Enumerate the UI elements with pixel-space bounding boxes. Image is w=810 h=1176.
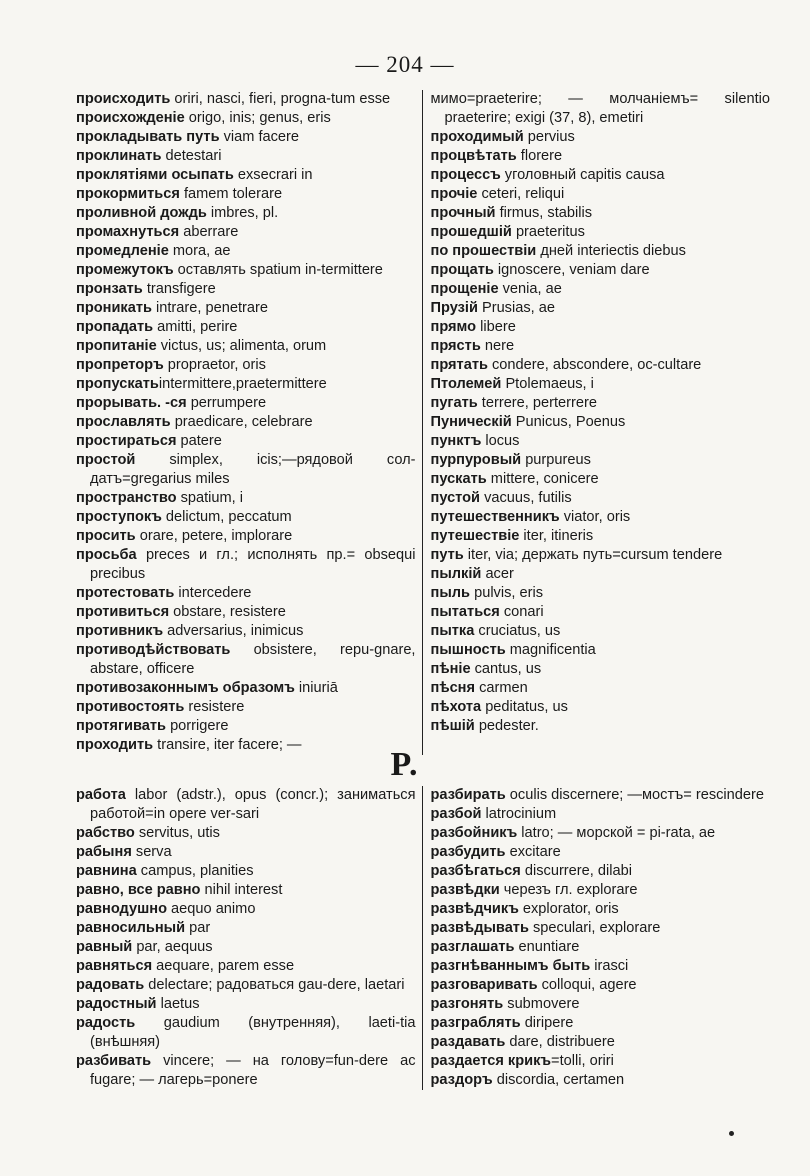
dictionary-entry	[431, 717, 771, 736]
right-column	[422, 786, 771, 1090]
entry-definition: origo, inis; genus, eris	[184, 110, 331, 126]
entry-headword: противиться	[76, 604, 170, 620]
dictionary-entry	[76, 337, 416, 356]
entry-definition: Prusias, ae	[477, 300, 555, 316]
entry-headword: проступокъ	[76, 509, 162, 525]
entry-headword: радовать	[76, 977, 145, 993]
entry-headword: прославлять	[76, 414, 171, 430]
entry-headword: разбирать	[430, 787, 506, 803]
dictionary-entry	[76, 128, 416, 147]
page-dot	[729, 1131, 734, 1136]
entry-definition: conari	[499, 604, 544, 620]
entry-definition: imbres, pl.	[206, 205, 279, 221]
entry-headword: прокладывать путь	[76, 129, 220, 145]
entry-headword: простой	[76, 452, 136, 468]
dictionary-entry	[431, 451, 771, 470]
entry-definition: obsistere, repu-gnare, abstare, officere	[90, 642, 416, 677]
dictionary-entry	[431, 299, 771, 318]
dictionary-entry	[431, 394, 771, 413]
entry-headword: проливной дождь	[76, 205, 207, 221]
entry-headword: путешествіе	[430, 528, 520, 544]
entry-definition: simplex, icis;—рядовой сол-датъ=gregarius miles	[90, 452, 416, 487]
dictionary-entry	[76, 698, 416, 717]
entry-definition: latro; — морской = pi-rata, ae	[517, 825, 716, 841]
entry-headword: проникать	[76, 300, 152, 316]
entry-definition: enuntiare	[514, 939, 580, 955]
entry-headword: равносильный	[76, 920, 186, 936]
entry-headword: прочный	[430, 205, 496, 221]
dictionary-entry	[76, 185, 416, 204]
dictionary-entry	[76, 957, 416, 976]
entry-definition: intermittere,praetermittere	[158, 376, 327, 392]
dictionary-entry	[431, 546, 771, 565]
dictionary-entry	[76, 109, 416, 128]
entry-definition: intrare, penetrare	[151, 300, 268, 316]
dictionary-entry	[431, 786, 771, 805]
entry-definition: campus, planities	[136, 863, 254, 879]
entries-section-p	[76, 90, 770, 755]
entry-definition: уголовный capitis causa	[500, 167, 665, 183]
entry-definition: pulvis, eris	[470, 585, 544, 601]
dictionary-entry	[431, 1033, 771, 1052]
entry-definition: viam facere	[219, 129, 300, 145]
entry-definition: famem tolerare	[179, 186, 283, 202]
entry-definition: propraetor, oris	[163, 357, 266, 373]
letter-heading: Р.	[390, 746, 420, 783]
entry-definition: magnificentia	[505, 642, 596, 658]
entry-headword: противникъ	[76, 623, 164, 639]
dictionary-entry	[431, 413, 771, 432]
entry-headword: равнина	[76, 863, 137, 879]
dictionary-entry	[76, 242, 416, 261]
dictionary-entry	[76, 223, 416, 242]
dictionary-entry	[76, 508, 416, 527]
entry-definition: iter, itineris	[519, 528, 594, 544]
entry-definition: =tolli, oriri	[551, 1053, 614, 1069]
entry-headword: Птолемей	[430, 376, 502, 392]
entry-headword: развѣдывать	[430, 920, 529, 936]
entry-headword: пытка	[430, 623, 475, 639]
dictionary-entry	[76, 622, 416, 641]
entry-headword: разбѣгаться	[430, 863, 521, 879]
entry-headword: пропреторъ	[76, 357, 164, 373]
dictionary-entry	[76, 603, 416, 622]
page-number: — 204 —	[355, 52, 455, 77]
entry-definition: cantus, us	[470, 661, 542, 677]
entry-definition: par, aequus	[132, 939, 213, 955]
entry-definition: pedester.	[474, 718, 539, 734]
entry-definition: libere	[476, 319, 516, 335]
dictionary-entry	[76, 413, 416, 432]
dictionary-entry	[431, 185, 771, 204]
entry-definition: intercedere	[174, 585, 252, 601]
dictionary-entry	[76, 546, 416, 584]
dictionary-entry	[431, 919, 771, 938]
dictionary-entry	[76, 881, 416, 900]
dictionary-entry	[431, 881, 771, 900]
entry-headword: Пуническій	[430, 414, 512, 430]
entry-headword: промахнуться	[76, 224, 180, 240]
dictionary-entry	[431, 337, 771, 356]
entry-definition: dare, distribuere	[505, 1034, 615, 1050]
dictionary-entry	[431, 204, 771, 223]
entry-definition: laetus	[156, 996, 200, 1012]
dictionary-entry	[76, 786, 416, 824]
entry-definition: diripere	[520, 1015, 574, 1031]
dictionary-entry	[76, 394, 416, 413]
entry-definition: obstare, resistere	[169, 604, 286, 620]
dictionary-entry	[431, 938, 771, 957]
left-column	[76, 90, 422, 755]
entry-headword: раздается крикъ	[430, 1053, 552, 1069]
entry-headword: путешественникъ	[430, 509, 560, 525]
dictionary-entry	[431, 280, 771, 299]
entry-definition: perrumpere	[186, 395, 267, 411]
dictionary-entry	[76, 584, 416, 603]
entry-headword: рабыня	[76, 844, 132, 860]
entry-headword: разбивать	[76, 1053, 152, 1069]
dictionary-entry	[431, 1014, 771, 1033]
entry-definition: acer	[481, 566, 514, 582]
dictionary-entry	[431, 843, 771, 862]
dictionary-entry	[431, 223, 771, 242]
entry-definition: pervius	[523, 129, 575, 145]
entry-headword: пѣхота	[430, 699, 482, 715]
dictionary-entry	[76, 90, 416, 109]
dictionary-entry	[431, 995, 771, 1014]
entry-definition: firmus, stabilis	[495, 205, 593, 221]
entry-headword: раздоръ	[430, 1072, 493, 1088]
entry-definition: vincere; — на голову=fun-dere ac fugare; — лагерь=ponere	[90, 1053, 416, 1088]
entry-definition: florere	[516, 148, 563, 164]
entry-definition: condere, abscondere, oc-cultare	[487, 357, 702, 373]
entry-headword: равный	[76, 939, 133, 955]
entry-headword: противостоять	[76, 699, 185, 715]
entry-headword: процвѣтать	[430, 148, 517, 164]
entry-headword: процессъ	[430, 167, 501, 183]
entry-definition: Ptolemaeus, i	[501, 376, 594, 392]
entry-definition: peditatus, us	[481, 699, 568, 715]
entry-headword: пронзать	[76, 281, 143, 297]
entry-definition: aequare, parem esse	[152, 958, 295, 974]
entry-definition: venia, ae	[498, 281, 562, 297]
dictionary-entry	[431, 90, 771, 128]
dictionary-entry	[431, 508, 771, 527]
entry-headword: равнодушно	[76, 901, 167, 917]
entry-headword: пышность	[430, 642, 506, 658]
dictionary-entry	[431, 318, 771, 337]
entry-definition: мимо=praeterire; — молчаніемъ= silentio praeterire; exigi (37, 8), emetiri	[430, 91, 770, 126]
dictionary-entry	[76, 375, 416, 394]
entry-definition: speculari, explorare	[528, 920, 661, 936]
dictionary-entry	[76, 641, 416, 679]
entry-definition: praedicare, celebrare	[170, 414, 313, 430]
entry-definition: delectare; радоваться gau-dere, laetari	[144, 977, 405, 993]
dictionary-entry	[76, 900, 416, 919]
entry-definition: patere	[176, 433, 222, 449]
entry-headword: пустой	[430, 490, 481, 506]
entry-headword: разгнѣваннымъ быть	[430, 958, 591, 974]
dictionary-entry	[431, 261, 771, 280]
entry-headword: противозаконнымъ образомъ	[76, 680, 295, 696]
entry-headword: разгонять	[430, 996, 504, 1012]
entry-definition: carmen	[475, 680, 528, 696]
dictionary-entry	[76, 318, 416, 337]
dictionary-entry	[431, 584, 771, 603]
dictionary-entry	[431, 1052, 771, 1071]
dictionary-entry	[76, 451, 416, 489]
entry-headword: протестовать	[76, 585, 175, 601]
dictionary-entry	[76, 1052, 416, 1090]
entry-definition: spatium, i	[176, 490, 244, 506]
entry-headword: прорывать. -ся	[76, 395, 187, 411]
entry-headword: пунктъ	[430, 433, 482, 449]
entry-definition: черезъ гл. explorare	[499, 882, 638, 898]
entry-headword: разглашать	[430, 939, 515, 955]
entry-definition: cruciatus, us	[474, 623, 561, 639]
dictionary-entry	[431, 470, 771, 489]
entry-headword: разбудить	[430, 844, 506, 860]
entry-definition: gaudium (внутренняя), laeti-tia (внѣшняя)	[90, 1015, 416, 1050]
entry-headword: пурпуровый	[430, 452, 522, 468]
entry-definition: detestari	[161, 148, 222, 164]
entry-headword: разбойникъ	[430, 825, 518, 841]
entry-definition: дней interiectis diebus	[536, 243, 686, 259]
entry-definition: excitare	[505, 844, 561, 860]
entry-definition: aequo animo	[167, 901, 256, 917]
entry-headword: раздавать	[430, 1034, 506, 1050]
dictionary-entry	[431, 147, 771, 166]
entry-headword: равняться	[76, 958, 153, 974]
entry-headword: пѣсня	[430, 680, 476, 696]
entry-definition: locus	[481, 433, 520, 449]
entry-definition: transfigere	[142, 281, 216, 297]
entry-definition: amitti, perire	[153, 319, 238, 335]
entry-definition: aberrare	[179, 224, 239, 240]
entry-definition: submovere	[503, 996, 580, 1012]
entry-headword: пылкій	[430, 566, 482, 582]
dictionary-entry	[431, 622, 771, 641]
entry-headword: прошедшій	[430, 224, 512, 240]
entry-headword: простираться	[76, 433, 177, 449]
entry-definition: adversarius, inimicus	[163, 623, 304, 639]
entry-headword: путь	[430, 547, 464, 563]
entry-definition: oriri, nasci, fieri, progna-tum esse	[170, 91, 391, 107]
dictionary-entry	[76, 527, 416, 546]
left-column	[76, 786, 422, 1090]
entry-headword: радость	[76, 1015, 136, 1031]
entry-headword: пропускать	[76, 376, 159, 392]
entry-headword: прокормиться	[76, 186, 180, 202]
entry-definition: resistere	[184, 699, 245, 715]
entries-section-r	[76, 786, 770, 1090]
dictionary-entry	[431, 805, 771, 824]
entry-definition: viator, oris	[559, 509, 631, 525]
entry-headword: проклятіями осыпать	[76, 167, 234, 183]
entry-definition: discurrere, dilabi	[520, 863, 632, 879]
entry-definition: mora, ae	[168, 243, 231, 259]
dictionary-entry	[76, 299, 416, 318]
entry-headword: промедленіе	[76, 243, 169, 259]
dictionary-entry	[76, 995, 416, 1014]
dictionary-entry	[76, 938, 416, 957]
entry-definition: par	[185, 920, 211, 936]
entry-headword: проходить	[76, 737, 154, 753]
dictionary-entry	[431, 957, 771, 976]
dictionary-entry	[76, 1014, 416, 1052]
dictionary-entry	[431, 489, 771, 508]
entry-definition: serva	[131, 844, 172, 860]
entry-headword: прясть	[430, 338, 481, 354]
entry-definition: ignoscere, veniam dare	[493, 262, 650, 278]
entry-definition: iniuriā	[294, 680, 338, 696]
entry-definition: labor (adstr.), opus (concr.); заниматься работой=in opere ver-sari	[90, 787, 416, 822]
entry-headword: по прошествіи	[430, 243, 537, 259]
dictionary-entry	[431, 128, 771, 147]
entry-definition: discordia, certamen	[492, 1072, 625, 1088]
entry-definition: irasci	[590, 958, 629, 974]
entry-headword: рабство	[76, 825, 135, 841]
entry-definition: vacuus, futilis	[480, 490, 572, 506]
dictionary-entry	[76, 432, 416, 451]
entry-definition: explorator, oris	[518, 901, 619, 917]
dictionary-entry	[431, 824, 771, 843]
entry-headword: промежутокъ	[76, 262, 174, 278]
dictionary-entry	[76, 843, 416, 862]
dictionary-entry	[76, 356, 416, 375]
entry-definition: ceteri, reliqui	[477, 186, 565, 202]
entry-headword: разграблять	[430, 1015, 521, 1031]
dictionary-entry	[431, 603, 771, 622]
entry-definition: porrigere	[166, 718, 229, 734]
dictionary-entry	[431, 976, 771, 995]
entry-definition: purpureus	[521, 452, 591, 468]
entry-definition: victus, us; alimenta, orum	[156, 338, 327, 354]
entry-headword: протягивать	[76, 718, 167, 734]
right-column	[422, 90, 771, 755]
dictionary-entry	[76, 147, 416, 166]
entry-headword: пыль	[430, 585, 471, 601]
entry-headword: пытаться	[430, 604, 500, 620]
dictionary-entry	[431, 527, 771, 546]
dictionary-entry	[76, 166, 416, 185]
entry-definition: nere	[480, 338, 515, 354]
dictionary-entry	[76, 919, 416, 938]
entry-headword: прощеніе	[430, 281, 499, 297]
entry-definition: delictum, peccatum	[161, 509, 292, 525]
dictionary-entry	[431, 679, 771, 698]
entry-definition: preces и гл.; исполнять пр.= obsequi precibus	[90, 547, 416, 582]
entry-definition: servitus, utis	[134, 825, 220, 841]
entry-headword: пространство	[76, 490, 177, 506]
dictionary-entry	[431, 242, 771, 261]
dictionary-entry	[76, 976, 416, 995]
entry-headword: равно, все равно	[76, 882, 201, 898]
dictionary-entry	[431, 862, 771, 881]
dictionary-entry	[76, 489, 416, 508]
entry-headword: развѣдки	[430, 882, 500, 898]
dictionary-entry	[431, 356, 771, 375]
entry-headword: радостный	[76, 996, 157, 1012]
entry-definition: mittere, conicere	[486, 471, 599, 487]
dictionary-entry	[76, 280, 416, 299]
entry-headword: противодѣйствовать	[76, 642, 231, 658]
entry-definition: oculis discernere; —мостъ= rescindere	[505, 787, 764, 803]
dictionary-entry	[76, 717, 416, 736]
dictionary-entry	[76, 204, 416, 223]
dictionary-entry	[431, 432, 771, 451]
entry-definition: latrocinium	[481, 806, 557, 822]
entry-headword: происхожденіе	[76, 110, 185, 126]
dictionary-entry	[431, 1071, 771, 1090]
entry-headword: пропитаніе	[76, 338, 157, 354]
entry-headword: происходить	[76, 91, 171, 107]
entry-headword: пѣшій	[430, 718, 475, 734]
entry-headword: пѣніе	[430, 661, 471, 677]
dictionary-entry	[431, 698, 771, 717]
entry-headword: просить	[76, 528, 136, 544]
dictionary-entry	[431, 900, 771, 919]
entry-definition: Punicus, Poenus	[511, 414, 626, 430]
entry-definition: nihil interest	[200, 882, 283, 898]
entry-headword: пускать	[430, 471, 487, 487]
entry-headword: проходимый	[430, 129, 524, 145]
entry-headword: разговаривать	[430, 977, 538, 993]
dictionary-entry	[76, 261, 416, 280]
entry-definition: colloqui, agere	[537, 977, 637, 993]
entry-definition: terrere, perterrere	[477, 395, 597, 411]
entry-definition: оставлять spatium in-termittere	[173, 262, 383, 278]
dictionary-entry	[431, 660, 771, 679]
entry-headword: разбой	[430, 806, 482, 822]
dictionary-entry	[431, 641, 771, 660]
dictionary-entry	[76, 679, 416, 698]
entry-definition: iter, via; держать путь=cursum tendere	[463, 547, 723, 563]
entry-headword: Прузій	[430, 300, 478, 316]
entry-definition: transire, iter facere; —	[153, 737, 302, 753]
dictionary-entry	[431, 565, 771, 584]
entry-headword: прочіе	[430, 186, 478, 202]
entry-headword: пропадать	[76, 319, 154, 335]
entry-headword: прямо	[430, 319, 477, 335]
entry-headword: прятать	[430, 357, 488, 373]
dictionary-entry	[431, 166, 771, 185]
dictionary-entry	[76, 824, 416, 843]
dictionary-entry	[76, 862, 416, 881]
dictionary-entry	[431, 375, 771, 394]
entry-definition: exsecrari in	[233, 167, 313, 183]
entry-headword: развѣдчикъ	[430, 901, 519, 917]
entry-headword: прощать	[430, 262, 494, 278]
entry-definition: orare, petere, implorare	[135, 528, 293, 544]
entry-definition: praeteritus	[511, 224, 585, 240]
entry-headword: пугать	[430, 395, 478, 411]
entry-headword: работа	[76, 787, 126, 803]
entry-headword: проклинать	[76, 148, 162, 164]
entry-headword: просьба	[76, 547, 137, 563]
